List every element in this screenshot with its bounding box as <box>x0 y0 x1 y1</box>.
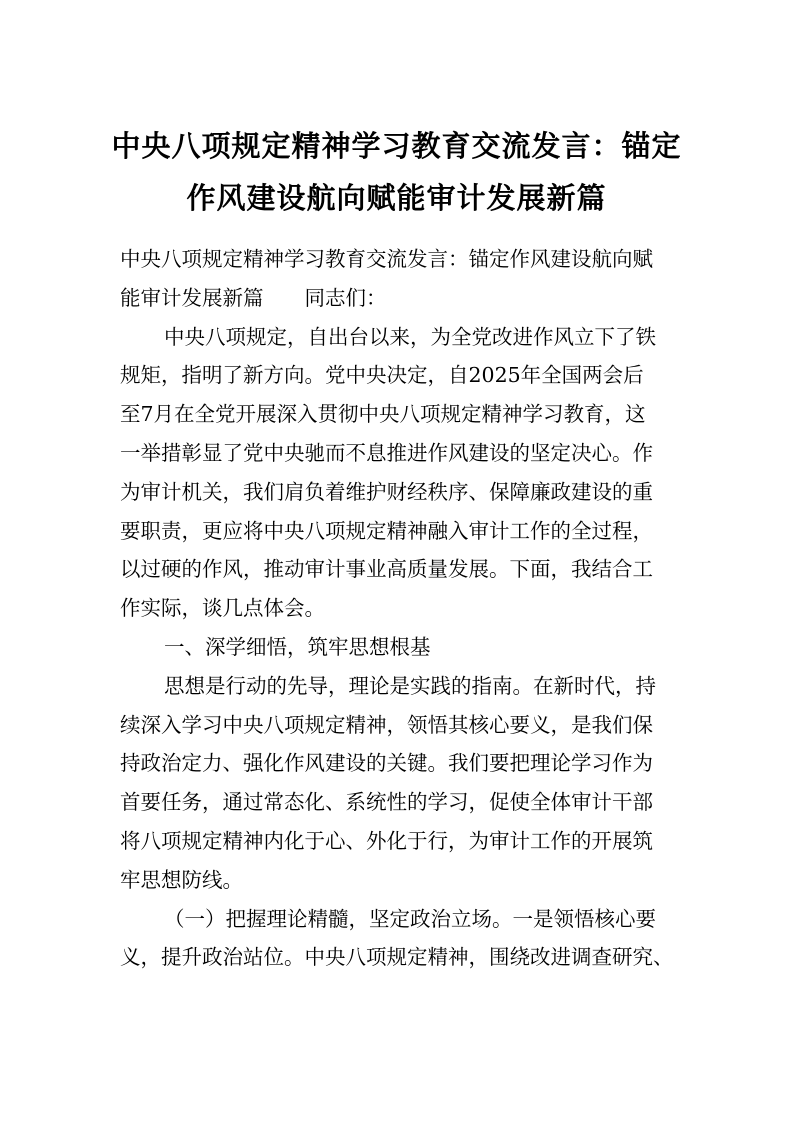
text-line: 以过硬的作风，推动审计事业高质量发展。下面，我结合工 <box>120 557 653 582</box>
text-line: 中央八项规定，自出台以来，为全党改进作风立下了铁 <box>164 324 656 349</box>
text-line: 一举措彰显了党中央驰而不息推进作风建设的坚定决心。作 <box>120 440 653 465</box>
text-line: 中央八项规定精神学习教育交流发言：锚定作风建设航向赋 <box>120 247 653 271</box>
text-line: 为审计机关，我们肩负着维护财经秩序、保障廉政建设的重 <box>120 479 653 504</box>
text-line: （一）把握理论精髓，坚定政治立场。一是领悟核心要 <box>164 906 656 931</box>
text-line: 规矩，指明了新方向。党中央决定，自2025年全国两会后 <box>120 363 644 388</box>
text-line: 将八项规定精神内化于心、外化于行，为审计工作的开展筑 <box>120 828 653 853</box>
text-line: 牢思想防线。 <box>120 867 243 892</box>
text-line: 一、深学细悟，筑牢思想根基 <box>164 634 431 659</box>
text-line: 能审计发展新篇 同志们： <box>120 285 387 310</box>
text-line: 持政治定力、强化作风建设的关键。我们要把理论学习作为 <box>120 751 653 776</box>
title-line-2: 作风建设航向赋能审计发展新篇 <box>186 181 607 215</box>
text-line: 首要任务，通过常态化、系统性的学习，促使全体审计干部 <box>120 790 653 815</box>
text-line: 续深入学习中央八项规定精神，领悟其核心要义，是我们保 <box>120 712 653 737</box>
document-body <box>120 240 676 977</box>
text-line: 要职责，更应将中央八项规定精神融入审计工作的全过程， <box>120 518 653 543</box>
text-line: 作实际，谈几点体会。 <box>120 596 325 621</box>
title-line-1: 中央八项规定精神学习教育交流发言：锚定 <box>111 129 682 163</box>
text-line: 思想是行动的先导，理论是实践的指南。在新时代，持 <box>164 673 656 698</box>
text-line: 至7月在全党开展深入贯彻中央八项规定精神学习教育，这 <box>120 402 646 427</box>
text-line: 义，提升政治站位。中央八项规定精神，围绕改进调查研究、 <box>120 945 674 970</box>
document-title <box>100 120 693 224</box>
